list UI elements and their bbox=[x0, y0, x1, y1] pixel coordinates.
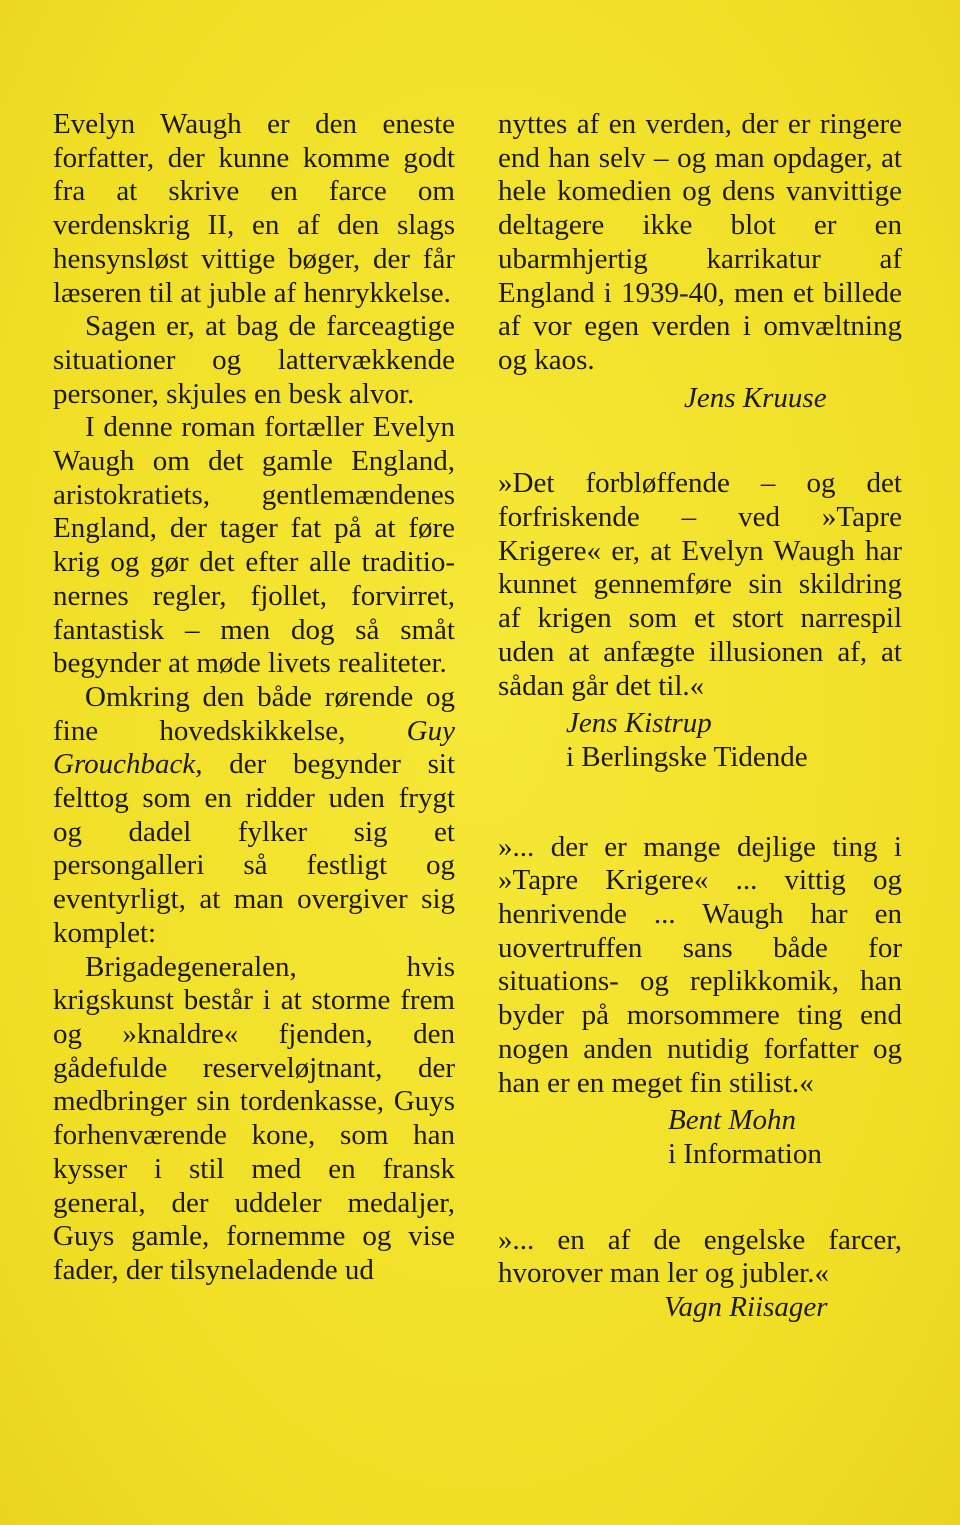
blurb-column-right bbox=[498, 108, 902, 1325]
blurb-continuation: nyttes af en verden, der er ringere end han selv – og man opdager, at hele komedien og dens vanvittige deltagere ikke blot er en ubarmhjertig karrikatur af England i 1939-40, men et billede af vor egen verden i omvæltning og kaos. bbox=[498, 108, 902, 376]
blurb-paragraph-4 bbox=[53, 681, 455, 951]
blurb-paragraph-3: I denne roman fortæller Evelyn Waugh om det gamle England, aristokratiets, gentlemændenes England, der tager fat på at føre krig og gør det efter alle traditionernes regler, fjollet, forvirret, fantastisk – men dog så småt begynder at møde livets realiteter. bbox=[53, 411, 455, 680]
blurb-paragraph-2: Sagen er, at bag de farceagtige situationer og lattervækkende personer, skjules en besk alvor. bbox=[53, 310, 455, 410]
signature-bent-mohn: Bent Mohn bbox=[668, 1104, 797, 1137]
signature-vagn-riisager: Vagn Riisager bbox=[664, 1291, 828, 1324]
source-information: i Information bbox=[668, 1137, 822, 1170]
source-berlingske-tidende: i Berlingske Tidende bbox=[566, 740, 808, 773]
review-quote-3: »... en af de engelske farcer, hvorover man ler og jubler.« bbox=[498, 1223, 902, 1290]
blurb-paragraph-1: Evelyn Waugh er den eneste forfatter, der kunne komme godt fra at skrive en farce om verdenskrig II, en af den slags hensynsløst vittige bøger, der får læseren til at juble af henrykkelse. bbox=[53, 108, 455, 309]
signature-jens-kistrup: Jens Kistrup bbox=[566, 707, 712, 740]
signature-jens-kruuse: Jens Kruuse bbox=[684, 381, 827, 414]
review-quote-1: »Det forbløffende – og det forfriskende – ved »Tapre Krigere« er, at Evelyn Waugh har kunnet gennemføre sin skildring af krigen som et stort narrespil uden at anfægte illusionen af, at sådan går det til.« bbox=[498, 467, 902, 702]
blurb-column-left bbox=[53, 108, 455, 1288]
blurb-paragraph-4-end: der begynder sit felttog som en ridder uden frygt og dadel fylker sig et persongalleri så festligt og eventyrligt, at man overgiver sig komplet: bbox=[53, 748, 455, 949]
blurb-paragraph-4-start: Omkring den både rørende og fine hovedskikkelse, bbox=[53, 680, 455, 747]
blurb-paragraph-5: Brigadegeneralen, hvis krigskunst består i at storme frem og »knaldre« fjenden, den gådefulde reserveløjtnant, der medbringer sin tordenkasse, Guys forhenværende kone, som han kysser i stil med en fransk general, der uddeler medaljer, Guys gamle, fornemme og vise fader, der tilsyneladende ud bbox=[53, 950, 455, 1286]
protagonist-name: Guy Grouchback, bbox=[53, 714, 455, 781]
review-quote-2: »... der er mange dejlige ting i »Tapre Krigere« ... vittig og henrivende ... Waugh har en uovertruffen sans både for situations- og replikkomik, han byder på morsommere ting end nogen anden nutidig forfatter og han er en meget fin stilist.« bbox=[498, 830, 902, 1099]
